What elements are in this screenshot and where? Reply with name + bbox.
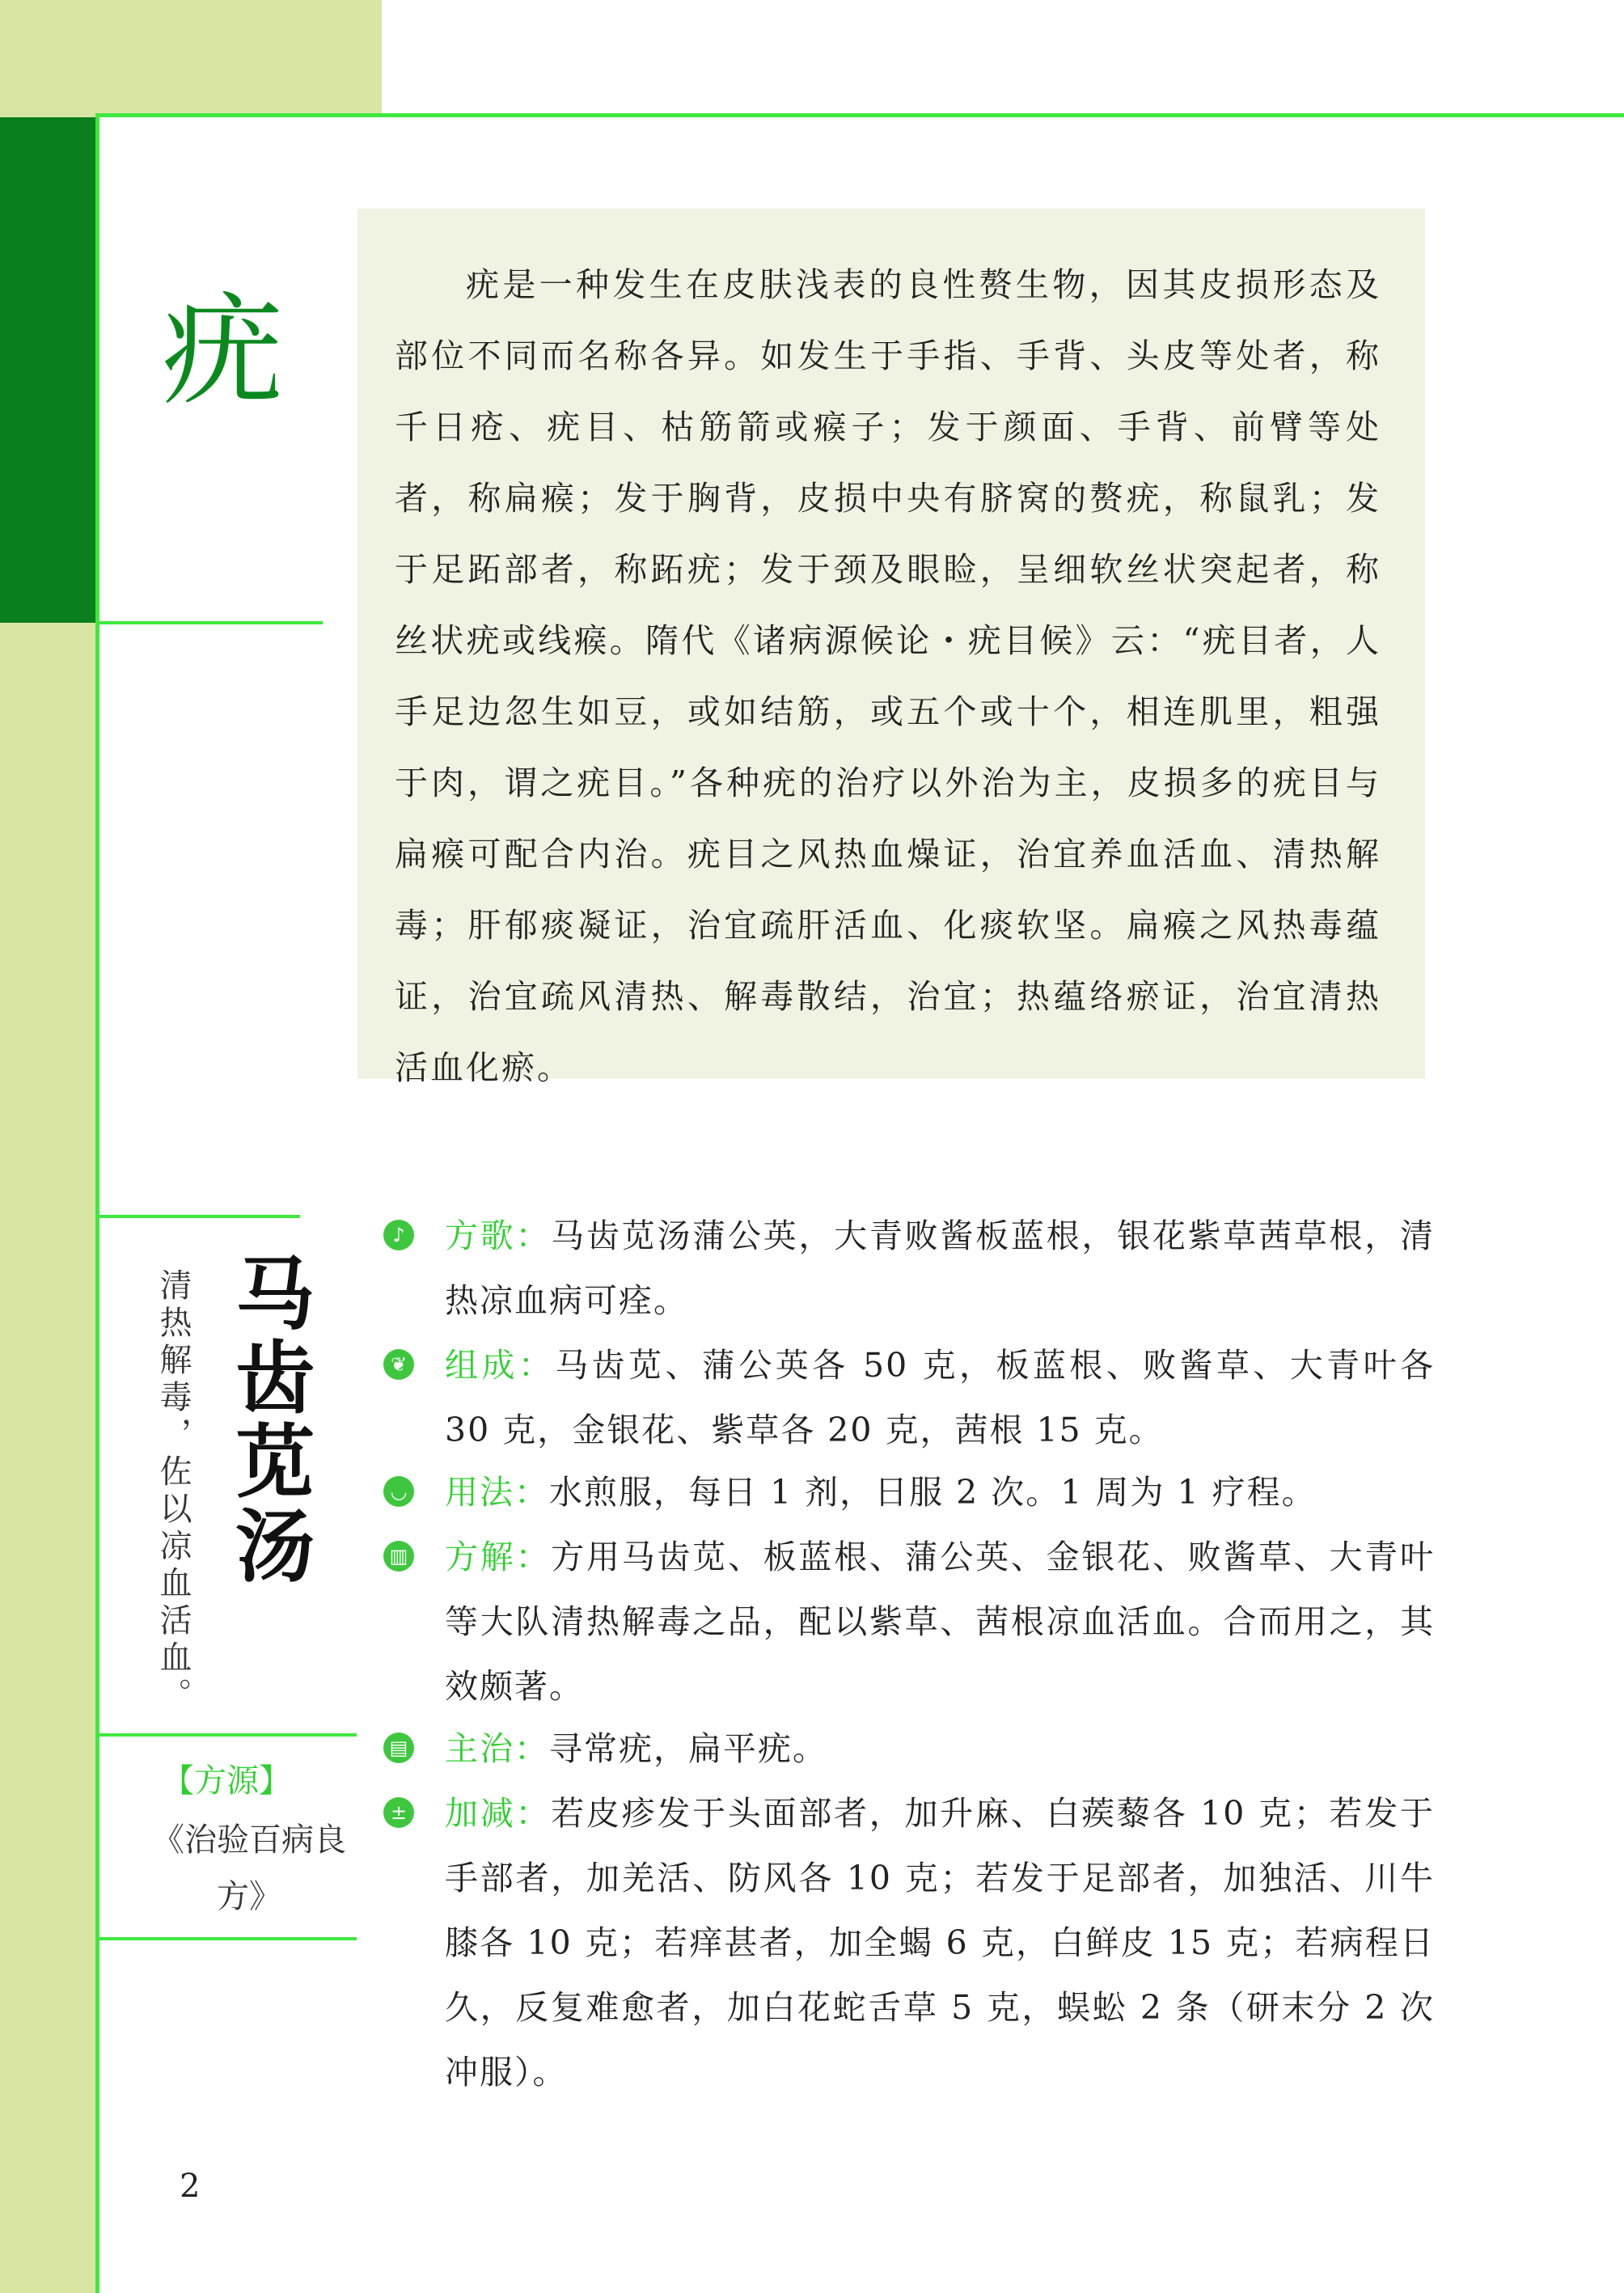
divider bbox=[98, 1733, 357, 1737]
divider bbox=[98, 1215, 300, 1218]
item-text: 水煎服，每日 1 剂，日服 2 次。1 周为 1 疗程。 bbox=[549, 1473, 1317, 1512]
recipe-item-analysis bbox=[383, 1525, 1435, 1719]
book-icon: ▥ bbox=[383, 1541, 414, 1572]
chapter-block bbox=[0, 117, 98, 623]
item-label: 方解： bbox=[445, 1538, 552, 1576]
plus-minus-icon: ± bbox=[383, 1797, 414, 1828]
recipe-item-indication bbox=[383, 1716, 1435, 1781]
item-text: 马齿苋、蒲公英各 50 克，板蓝根、败酱草、大青叶各 30 克，金银花、紫草各 20 克，茜根 15 克。 bbox=[445, 1346, 1436, 1449]
divider bbox=[98, 1937, 357, 1940]
item-label: 组成： bbox=[445, 1346, 556, 1385]
song-icon: ♪ bbox=[383, 1220, 414, 1250]
item-text: 寻常疣，扁平疣。 bbox=[549, 1729, 827, 1768]
recipe-item-song bbox=[383, 1204, 1435, 1333]
item-text: 方用马齿苋、板蓝根、蒲公英、金银花、败酱草、大青叶等大队清热解毒之品，配以紫草、茜根凉血活血。合而用之，其效颇著。 bbox=[445, 1538, 1436, 1706]
clipboard-icon: ▤ bbox=[383, 1732, 414, 1763]
top-rule bbox=[98, 113, 1624, 117]
recipe-item-composition bbox=[383, 1333, 1435, 1462]
top-band bbox=[0, 0, 382, 115]
recipe-title: 马齿苋汤 bbox=[222, 1252, 315, 1589]
divider bbox=[98, 621, 323, 624]
chapter-title: 疣 bbox=[162, 281, 284, 422]
item-label: 加减： bbox=[445, 1794, 552, 1833]
item-text: 若皮疹发于头面部者，加升麻、白蒺藜各 10 克；若发于手部者，加羌活、防风各 10 克；若发于足部者，加独活、川牛膝各 10 克；若痒甚者，加全蝎 6 克，白鲜皮 15 克；若病程日久，反复难愈者，加白花蛇舌草 5 克，蜈蚣 2 条（研末分 2 次冲服）。 bbox=[445, 1794, 1436, 2092]
bowl-icon: ◡ bbox=[383, 1476, 414, 1507]
source-text: 《治验百病良方》 bbox=[152, 1821, 346, 1915]
recipe-item-usage bbox=[383, 1460, 1435, 1525]
page-number: 2 bbox=[180, 2168, 201, 2205]
intro-text: 疣是一种发生在皮肤浅表的良性赘生物，因其皮损形态及部位不同而名称各异。如发生于手指、手背、头皮等处者，称千日疮、疣目、枯筋箭或瘊子；发于颜面、手背、前臂等处者，称扁瘊；发于胸背，皮损中央有脐窝的赘疣，称鼠乳；发于足跖部者，称跖疣；发于颈及眼睑，呈细软丝状突起者，称丝状疣或线瘊。隋代《诸病源候论・疣目候》云：“疣目者，人手足边忽生如豆，或如结筋，或五个或十个，相连肌里，粗强于肉，谓之疣目。”各种疣的治疗以外治为主，皮损多的疣目与扁瘊可配合内治。疣目之风热血燥证，治宜养血活血、清热解毒；肝郁痰凝证，治宜疏肝活血、化痰软坚。扁瘊之风热毒蕴证，治宜疏风清热、解毒散结，治宜；热蕴络瘀证，治宜清热活血化瘀。 bbox=[395, 265, 1381, 1087]
item-label: 用法： bbox=[445, 1473, 549, 1512]
recipe-subtitle: 清热解毒，佐以凉血活血。 bbox=[154, 1268, 192, 1715]
item-label: 主治： bbox=[445, 1729, 549, 1768]
leaf-icon: ❦ bbox=[383, 1349, 414, 1380]
side-rule bbox=[95, 113, 99, 2293]
item-text: 马齿苋汤蒲公英，大青败酱板蓝根，银花紫草茜草根，清热凉血病可痊。 bbox=[445, 1216, 1436, 1320]
item-label: 方歌： bbox=[445, 1216, 552, 1255]
recipe-item-modification bbox=[383, 1781, 1435, 2105]
source-label: 【方源】 bbox=[162, 1762, 291, 1800]
